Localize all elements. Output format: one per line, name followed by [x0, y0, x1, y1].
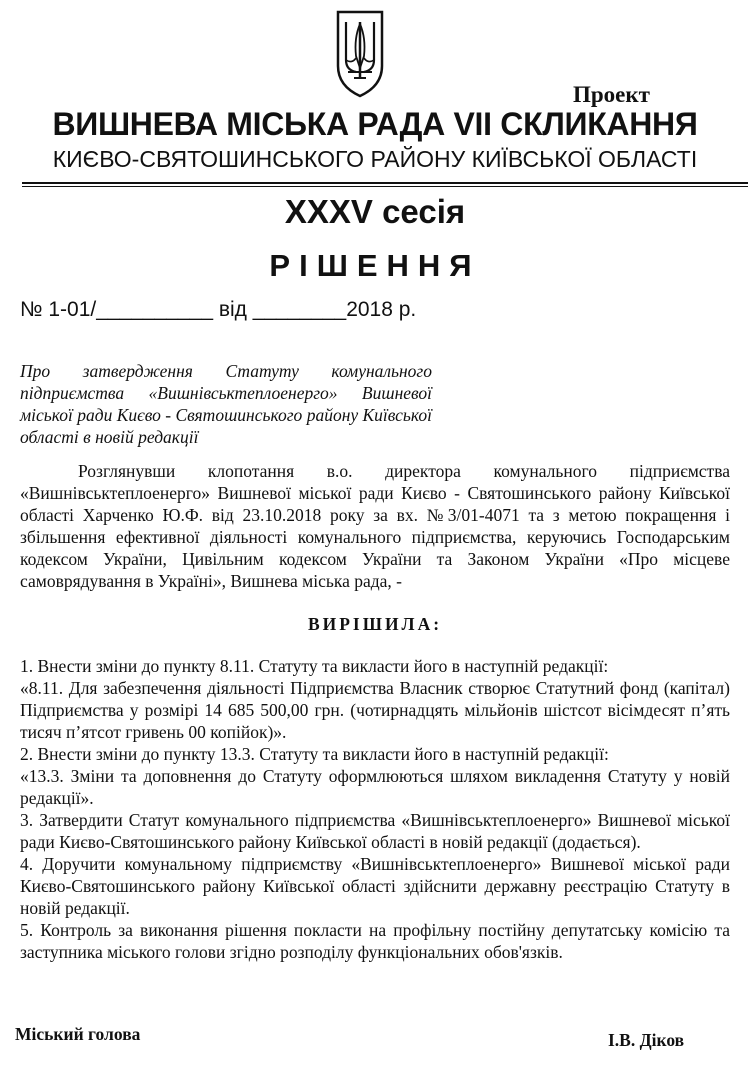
resolved-heading: ВИРІШИЛА: — [307, 614, 443, 634]
trident-emblem-icon — [334, 8, 386, 100]
decision-title: РІШЕННЯ — [269, 248, 481, 283]
header-divider — [22, 182, 748, 184]
item-4: 4. Доручити комунальному підприємству «Вишнівськтеплоенерго» Вишневої міської ради Києво-Святошинського району Київської області здійснити державну реєстрацію Статуту в новій редакції. — [20, 854, 730, 918]
item-2-text: «13.3. Зміни та доповнення до Статуту оформлюються шляхом викладення Статуту у новій редакції». — [20, 766, 730, 808]
item-3: 3. Затвердити Статут комунального підприємства «Вишнівськтеплоенерго» Вишневої міської ради Києво-Святошинського району Київської області в новій редакції (додається). — [20, 810, 730, 852]
decision-items — [20, 655, 730, 963]
council-name: ВИШНЕВА МІСЬКА РАДА VII СКЛИКАННЯ — [52, 106, 698, 142]
session-title: XXXV сесія — [284, 193, 466, 230]
item-1-text: «8.11. Для забезпечення діяльності Підприємства Власник створює Статутний фонд (капітал) Підприємства у розмірі 14 685 500,00 грн. (чотирнадцять мільйонів шістсот вісімдесят п’ять тисяч п’ятсот гривень 00 копійок)». — [20, 678, 730, 742]
item-5: 5. Контроль за виконання рішення покласти на профільну постійну депутатську комісію та заступника міського голови згідно розподілу функціональних обов'язків. — [20, 920, 730, 962]
item-2: 2. Внести зміни до пункту 13.3. Статуту та викласти його в наступній редакції: — [20, 744, 609, 764]
decision-number-line: № 1-01/__________ від ________2018 р. — [20, 298, 417, 321]
district-name: КИЄВО-СВЯТОШИНСЬКОГО РАЙОНУ КИЇВСЬКОЇ ОБЛАСТІ — [52, 146, 698, 172]
project-label: Проект — [573, 82, 650, 107]
header-divider-thin — [22, 186, 748, 187]
decision-preamble: Розглянувши клопотання в.о. директора комунального підприємства «Вишнівськтеплоенерго» Вишневої міської ради Києво - Святошинського району Київської області Харченко Ю.Ф. від 23.10.2018 року за вх. №3/01-4071 та з метою покращення і збільшення ефективної діяльності комунального підприємства, керуючись Господарським кодексом України, Цивільним кодексом України та Законом України «Про місцеве самоврядування в Україні», Вишнева міська рада, - — [20, 461, 730, 591]
decision-subject: Про затвердження Статуту комунального підприємства «Вишнівськтеплоенерго» Вишневої міської ради Києво - Святошинського району Київської області в новій редакції — [20, 361, 432, 447]
signature-title: Міський голова — [15, 1024, 141, 1044]
signature-name: І.В. Діков — [608, 1030, 685, 1050]
item-1: 1. Внести зміни до пункту 8.11. Статуту та викласти його в наступній редакції: — [20, 656, 609, 676]
